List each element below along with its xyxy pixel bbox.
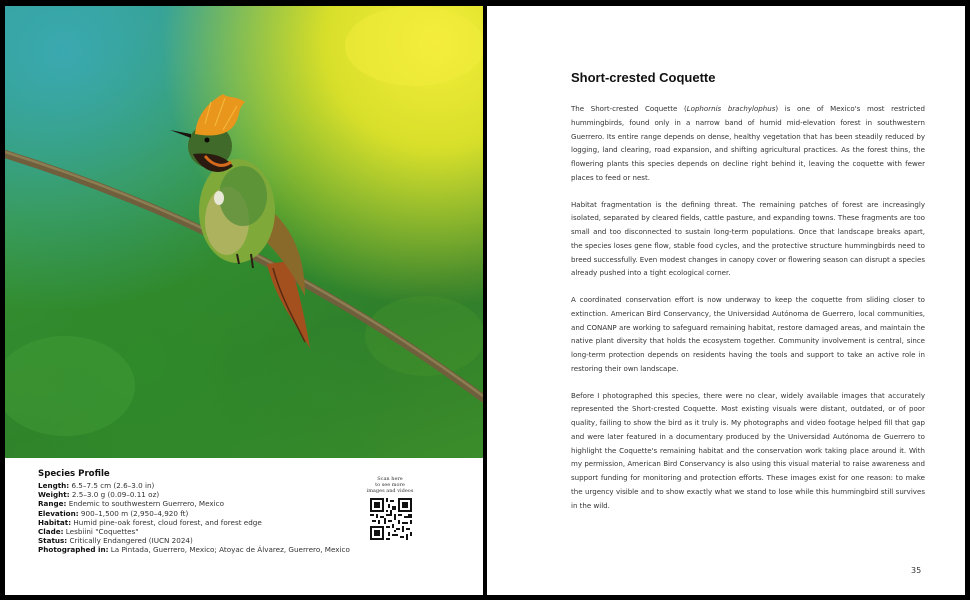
profile-label: Elevation: <box>38 508 79 518</box>
article-paragraph-2: Habitat fragmentation is the defining threat. The remaining patches of forest are increasingly isolated, separated by cleared fields, cattle pasture, and expanding towns. These fragments are too small and too disconnected to sustain long-term populations. Once that landscape breaks apart, the species loses gene flow, stable food cycles, and the protective structure hummingbirds need to breed successfully. Even modest changes in canopy cover or flowering season can disrupt a species already pushed into a tight ecological corner. <box>571 199 925 278</box>
article-body <box>571 102 925 525</box>
profile-row-range <box>38 499 378 508</box>
qr-caption <box>365 476 415 494</box>
hummingbird-photo <box>5 6 483 458</box>
profile-row-weight <box>38 490 378 499</box>
profile-label: Photographed in: <box>38 545 109 555</box>
profile-value: Lesbiini "Coquettes" <box>65 527 139 537</box>
profile-value: La Pintada, Guerrero, Mexico; Atoyac de Álvarez, Guerrero, Mexico <box>110 545 350 555</box>
right-page <box>487 6 965 595</box>
profile-label: Length: <box>38 481 70 490</box>
article-paragraph-1 <box>571 102 925 185</box>
profile-label: Range: <box>38 499 67 509</box>
profile-row-status <box>38 536 378 545</box>
scientific-name: Lophornis brachylophus <box>686 104 776 113</box>
species-profile <box>38 469 378 555</box>
profile-value: 6.5–7.5 cm (2.6–3.0 in) <box>71 481 155 490</box>
profile-value: Humid pine-oak forest, cloud forest, and forest edge <box>73 517 262 527</box>
qr-caption-line: to see more <box>375 482 405 488</box>
p1-text-start: The Short-crested Coquette ( <box>571 104 687 113</box>
profile-label: Habitat: <box>38 517 72 527</box>
profile-label: Weight: <box>38 490 70 500</box>
profile-value: Endemic to southwestern Guerrero, Mexico <box>68 499 224 509</box>
page-number: 35 <box>911 566 922 575</box>
qr-caption-line: Scan here <box>377 476 403 482</box>
profile-value: 900–1,500 m (2,950–4,920 ft) <box>80 508 189 518</box>
article-paragraph-3: A coordinated conservation effort is now underway to keep the coquette from sliding closer to extinction. American Bird Conservancy, the Universidad Autónoma de Guerrero, local communities, and CONANP are working to safeguard remaining habitat, restore damaged areas, and maintain the native plant diversity that holds the ecosystem together. Community involvement is central, since long-term protection depends on residents having the tools and support to take an active role in restoring their own landscape. <box>571 295 925 373</box>
profile-value: Critically Endangered (IUCN 2024) <box>69 536 193 546</box>
profile-value: 2.5–3.0 g (0.09–0.11 oz) <box>71 490 160 500</box>
profile-label: Clade: <box>38 527 64 537</box>
species-profile-heading: Species Profile <box>38 469 110 479</box>
p1-text-end: ) is one of Mexico's most restricted hummingbirds, found only in a narrow band of humid mid-elevation forest in southwestern Guerrero. Its entire range depends on dense, healthy vegetation that has been steadily reduced by logging, land clearing, road expansion, and shifting agricultural practices. As the forest thins, the flowering plants this species depends on decline right behind it, leaving the coquette with fewer places to feed or nest. <box>571 104 925 182</box>
profile-label: Status: <box>38 536 68 546</box>
qr-caption-line: images and videos <box>366 488 414 494</box>
qr-code[interactable] <box>370 498 412 540</box>
profile-row-clade <box>38 527 378 536</box>
left-page <box>5 6 483 595</box>
article-paragraph-4: Before I photographed this species, there were no clear, widely available images that accurately represented the Short-crested Coquette. Most existing visuals were distant, outdated, or of poor quality, failing to show the bird as it truly is. My photographs and video footage helped fill that gap and were later featured in a documentary produced by the Universidad Autónoma de Guerrero to highlight the Coquette's remaining habitat and the conservation work taking place around it. With my permission, American Bird Conservancy is also using this visual material to raise awareness and support funding for monitoring and protection efforts. These images exist for one reason: to make the urgency visible and to show exactly what we stand to lose while this hummingbird still survives in the wild. <box>571 390 925 510</box>
article-title: Short-crested Coquette <box>571 70 716 85</box>
profile-row-habitat <box>38 518 378 527</box>
profile-row-elevation <box>38 509 378 518</box>
profile-row-length <box>38 481 378 490</box>
hummingbird-on-branch-illustration <box>5 6 483 458</box>
profile-row-photographed <box>38 545 378 554</box>
